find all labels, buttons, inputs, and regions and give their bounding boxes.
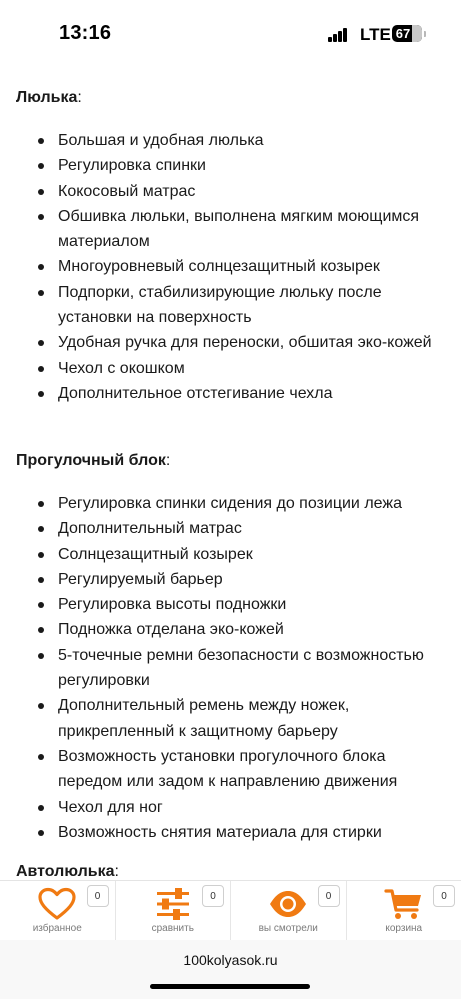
nav-label: корзина [385,923,423,934]
product-description [0,66,461,882]
browser-url-bar[interactable] [0,940,461,999]
list-item: Большая и удобная люлька [0,128,461,153]
signal-icon [328,28,348,42]
status-time: 13:16 [59,22,112,44]
section-heading-stroller-seat: Прогулочный блок: [16,452,171,469]
list-item: Чехол для ног [0,795,461,820]
battery-level: 67 [395,26,411,41]
bassinet-features-list [0,128,461,406]
section-title: Автолюлька [16,863,115,880]
list-item: Солнцезащитный козырек [0,542,461,567]
favorites-count: 0 [87,885,109,907]
list-item: Регулировка спинки сидения до позиции лежа [0,491,461,516]
nav-favorites[interactable] [0,881,116,941]
list-item: Регулировка спинки [0,153,461,178]
list-item: Подножка отделана эко-кожей [0,617,461,642]
list-item: Возможность установки прогулочного блока передом или задом к направлению движения [0,744,461,795]
section-heading-car-seat: Автолюлька: [16,863,119,880]
eye-icon [268,887,308,921]
home-indicator[interactable] [150,984,310,989]
section-title: Прогулочный блок [16,452,166,469]
nav-compare[interactable] [116,881,232,941]
list-item: Дополнительное отстегивание чехла [0,381,461,406]
status-bar [0,0,461,66]
nav-label: вы смотрели [258,923,318,934]
nav-cart[interactable] [347,881,461,941]
list-item: Дополнительный матрас [0,516,461,541]
list-item: Чехол с окошком [0,356,461,381]
list-item: Удобная ручка для переноски, обшитая эко-кожей [0,330,461,355]
cart-count: 0 [433,885,455,907]
cart-icon [384,887,424,921]
heart-icon [37,887,77,921]
list-item: 5-точечные ремни безопасности с возможностью регулировки [0,643,461,694]
viewed-count: 0 [318,885,340,907]
list-item: Регулировка высоты подножки [0,592,461,617]
nav-label: избранное [32,923,82,934]
list-item: Возможность снятия материала для стирки [0,820,461,845]
section-title: Люлька [16,89,78,106]
list-item: Регулируемый барьер [0,567,461,592]
stroller-seat-features-list [0,491,461,845]
compare-count: 0 [202,885,224,907]
nav-label: сравнить [151,923,194,934]
list-item: Обшивка люльки, выполнена мягким моющимся материалом [0,204,461,255]
bottom-nav [0,880,461,940]
nav-viewed[interactable] [231,881,347,941]
sliders-icon [153,887,193,921]
list-item: Многоуровневый солнцезащитный козырек [0,254,461,279]
battery-icon [392,25,422,42]
network-type: LTE [360,25,391,44]
list-item: Дополнительный ремень между ножек, прикрепленный к защитному барьеру [0,693,461,744]
list-item: Подпорки, стабилизирующие люльку после установки на поверхность [0,280,461,331]
url-text: 100kolyasok.ru [183,952,278,968]
section-heading-bassinet: Люлька: [16,89,82,106]
list-item: Кокосовый матрас [0,179,461,204]
